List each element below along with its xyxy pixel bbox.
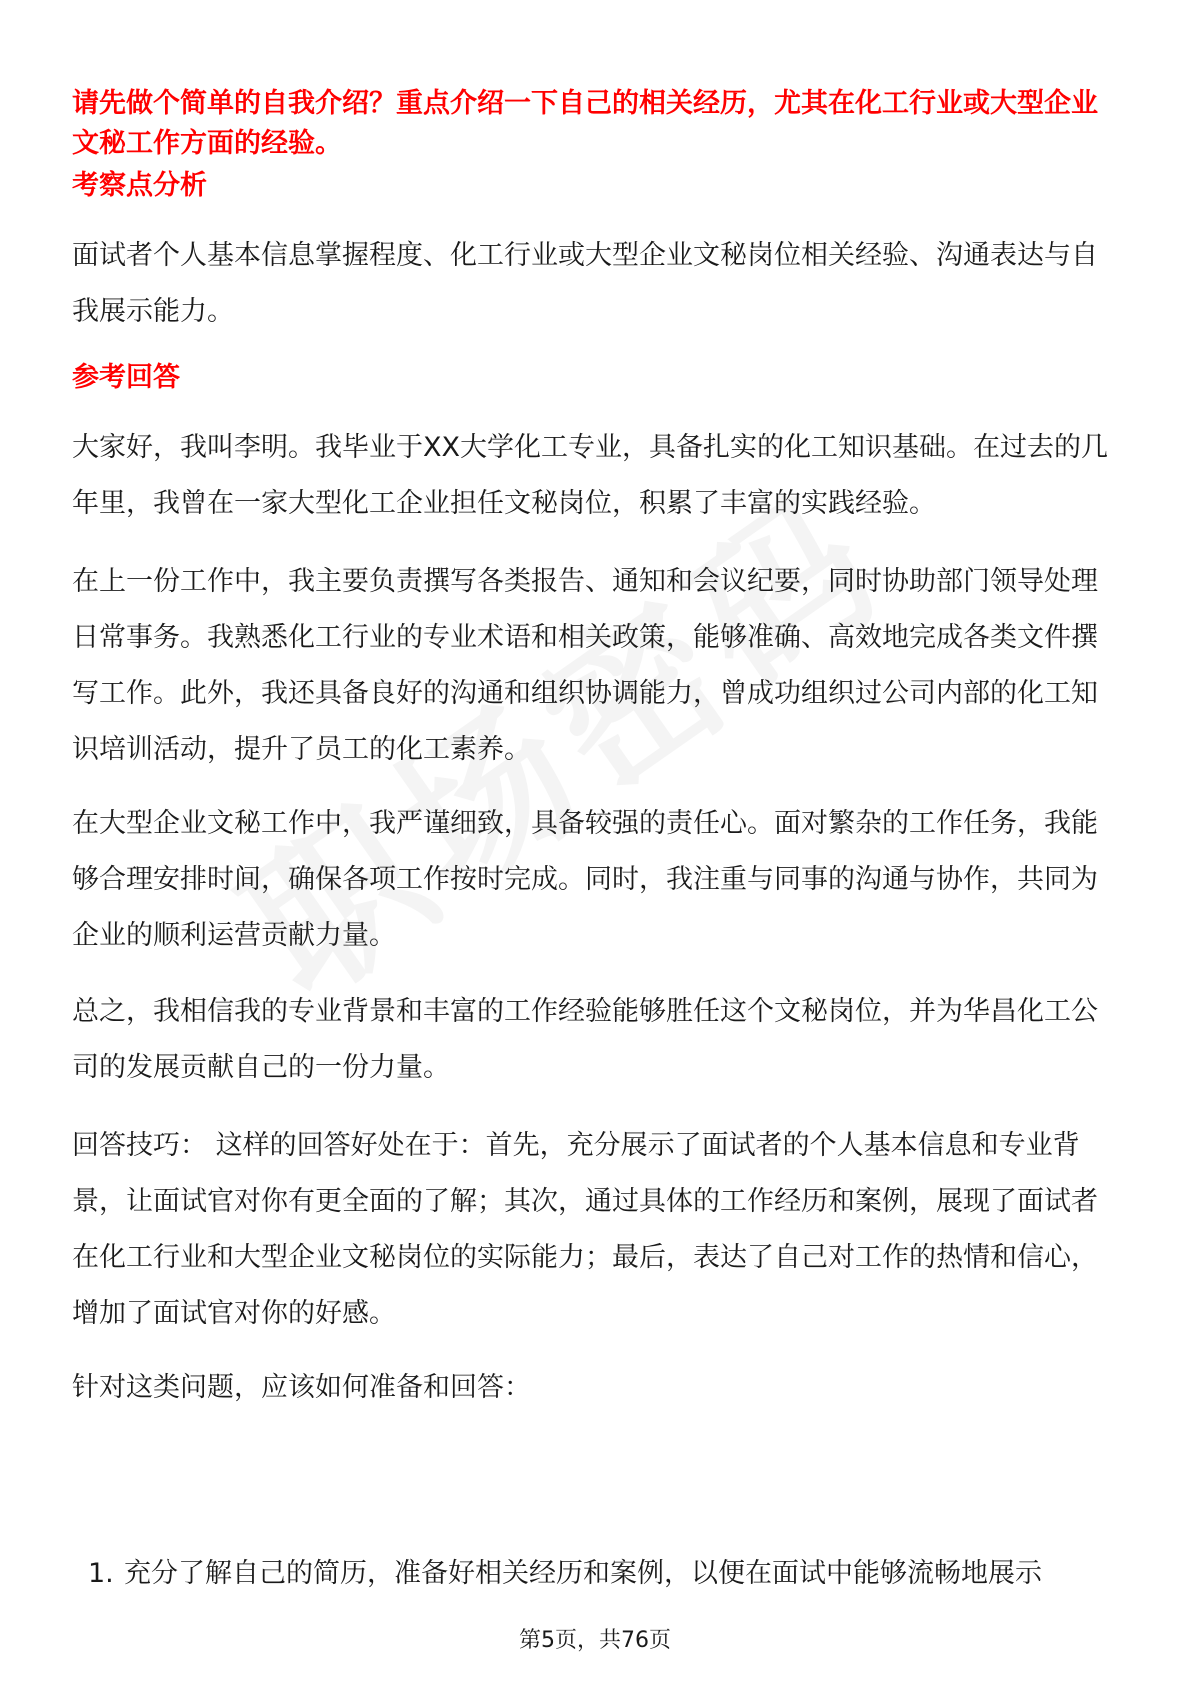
page-footer: 第5页，共76页 (519, 1628, 671, 1653)
list-item-number: 1. (88, 1558, 114, 1589)
answer-paragraph-4: 总之，我相信我的专业背景和丰富的工作经验能够胜任这个文秘岗位，并为华昌化工公司的发展贡献自己的一份力量。 (72, 996, 1098, 1083)
answer-paragraph-2: 在上一份工作中，我主要负责撰写各类报告、通知和会议纪要，同时协助部门领导处理日常事务。我熟悉化工行业的专业术语和相关政策，能够准确、高效地完成各类文件撰写工作。此外，我还具备良好的沟通和组织协调能力，曾成功组织过公司内部的化工知识培训活动，提升了员工的化工素养。 (72, 566, 1098, 765)
list-item-text: 充分了解自己的简历，准备好相关经历和案例，以便在面试中能够流畅地展示 (124, 1558, 1042, 1589)
answer-paragraph-1: 大家好，我叫李明。我毕业于XX大学化工专业，具备扎实的化工知识基础。在过去的几年里，我曾在一家大型化工企业担任文秘岗位，积累了丰富的实践经验。 (72, 432, 1108, 519)
analysis-text: 面试者个人基本信息掌握程度、化工行业或大型企业文秘岗位相关经验、沟通表达与自我展示能力。 (72, 240, 1098, 327)
answer-tips: 回答技巧： 这样的回答好处在于：首先，充分展示了面试者的个人基本信息和专业背景，让面试官对你有更全面的了解；其次，通过具体的工作经历和案例，展现了面试者在化工行业和大型企业文秘岗位的实际能力；最后，表达了自己对工作的热情和信心，增加了面试官对你的好感。 (72, 1130, 1098, 1329)
list-item (88, 1546, 1128, 1602)
prep-intro: 针对这类问题，应该如何准备和回答： (72, 1372, 531, 1403)
answer-heading: 参考回答 (72, 362, 180, 393)
question-title: 请先做个简单的自我介绍？重点介绍一下自己的相关经历，尤其在化工行业或大型企业文秘工作方面的经验。 (72, 88, 1098, 159)
answer-paragraph-3: 在大型企业文秘工作中，我严谨细致，具备较强的责任心。面对繁杂的工作任务，我能够合理安排时间，确保各项工作按时完成。同时，我注重与同事的沟通与协作，共同为企业的顺利运营贡献力量。 (72, 808, 1098, 951)
analysis-heading: 考察点分析 (72, 170, 207, 201)
